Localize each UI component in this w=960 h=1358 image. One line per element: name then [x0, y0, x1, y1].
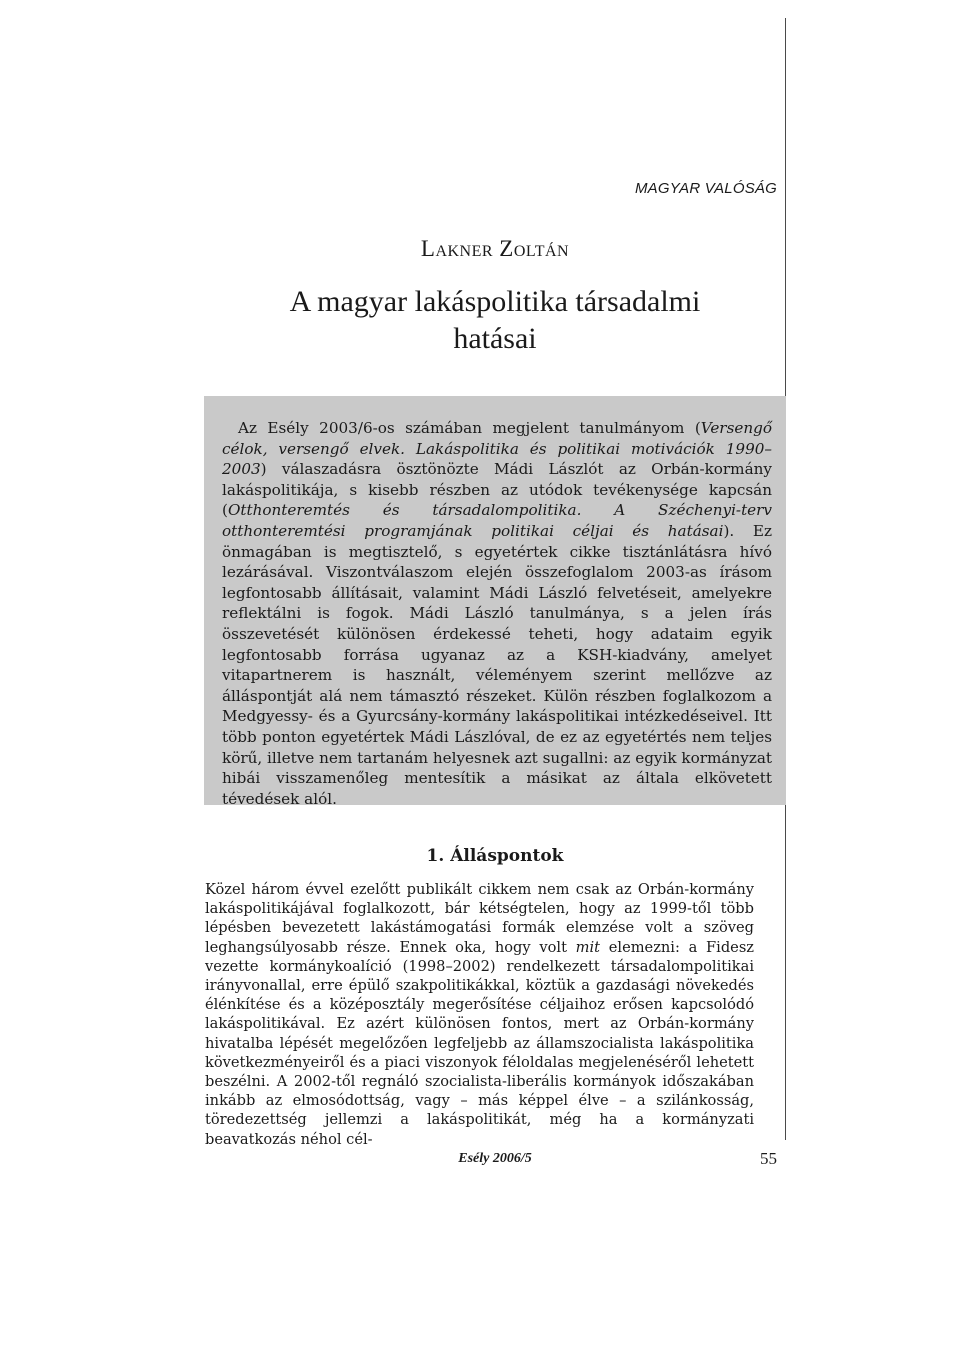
title-line-1: A magyar lakáspolitika társadalmi	[289, 285, 701, 318]
abstract-cited-title-1: Versengő célok, versengő elvek. Lakáspolitika és politikai motivációk 1990–2003	[222, 419, 772, 479]
abstract-cited-title-2: Otthonteremtés és társadalompolitika. A Széchenyi-terv otthonteremtési programjának politikai céljai és hatásai	[222, 501, 772, 540]
abstract-text-3: ). Ez önmagában is megtisztelő, s egyetértek cikke tisztánlátásra hívó lezárásával. Viszontválaszom elején összefoglalom 2003-as írásom legfontosabb állításait, valamint Mádi László felvetéseit, amelyekre reflektálni is fogok. Mádi László tanulmánya, s a jelen írás összevetését különösen érdekessé teheti, hogy adataim egyik legfontosabb forrása ugyanaz az a KSH-kiadvány, amelyet vitapartnerem is használt, véleményem szerint mellőzve az álláspontját alá nem támasztó részeket. Külön részben foglalkozom a Medgyessy- és a Gyurcsány-kormány lakáspolitikai intézkedéseivel. Itt több ponton egyetértek Mádi Lászlóval, de ez az egyetértés nem teljes körű, illetve nem tartanám helyesnek azt sugallni: az egyik kormányzat hibái visszamenőleg mentesítik a másikat az általa elkövetett tévedések alól.	[222, 521, 772, 808]
abstract-box	[204, 396, 786, 808]
abstract-text-2: ) válaszadásra ösztönözte Mádi Lászlót az Orbán-kormány lakáspolitikája, s kisebb részben az utódok tevékenysége kapcsán (	[222, 460, 772, 520]
section-tag: MAGYAR VALÓSÁG	[634, 180, 777, 197]
section-heading: 1. Álláspontok	[426, 846, 564, 866]
abstract-text-1: Az Esély 2003/6-os számában megjelent tanulmányom (	[238, 419, 701, 437]
title-line-2: hatásai	[453, 322, 537, 355]
footer-journal: Esély 2006/5	[458, 1151, 532, 1166]
article-title	[205, 283, 785, 357]
body-emphasis: mit	[575, 938, 601, 956]
author-name: Lakner Zoltán	[420, 236, 570, 261]
page-number: 55	[760, 1149, 777, 1168]
abstract-paragraph	[222, 418, 772, 809]
body-paragraph	[205, 880, 754, 1149]
body-text-1: Közel három évvel ezelőtt publikált cikkem nem csak az Orbán-kormány lakáspolitikájával foglalkozott, bár kétségtelen, hogy az 1999-től több lépésben bevezetett lakástámogatási formák elemzése volt a szöveg leghangsúlyosabb része. Ennek oka, hogy volt	[205, 881, 754, 956]
body-text-2: elemezni: a Fidesz vezette kormánykoalíció (1998–2002) rendelkezett társadalompolitikai irányvonallal, erre épülő szakpolitikákkal, köztük a gazdasági növekedés élénkítése és a középosztály megerősítése céljaihoz erősen kapcsolódó lakáspolitikával. Ez azért különösen fontos, mert az Orbán-kormány hivatalba lépését megelőzően legfeljebb az államszocialista lakáspolitika következményeiről és a piaci viszonyok féloldalas megjelenéséről lehetett beszélni. A 2002-től regnáló szocialista-liberális kormányok időszakában inkább az elmosódottság, vagy – más képpel élve – a szilánkosság, töredezettség jellemzi a lakáspolitikát, még ha a kormányzati beavatkozás néhol cél-	[205, 938, 754, 1148]
